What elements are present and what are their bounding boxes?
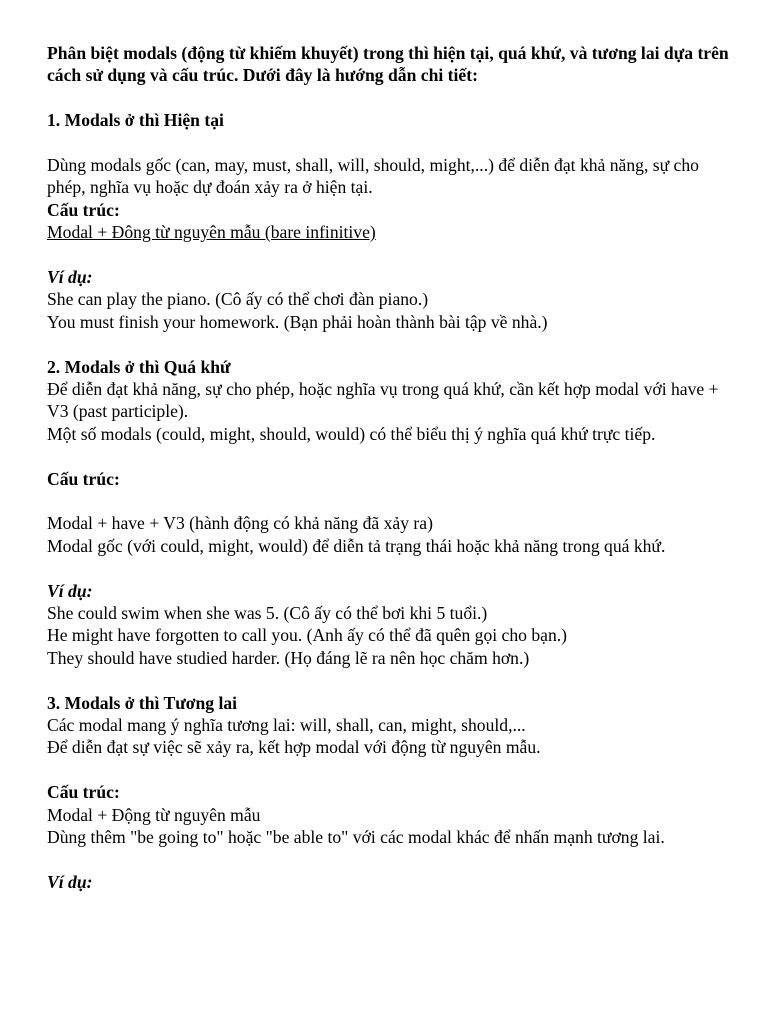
section-2-structure-2: Modal gốc (với could, might, would) để diễn tả trạng thái hoặc khả năng trong quá khứ. [47, 535, 666, 556]
section-1-example-1: She can play the piano. (Cô ấy có thể chơi đàn piano.) [47, 289, 429, 310]
section-2-structure-1: Modal + have + V3 (hành động có khả năng đã xảy ra) [47, 513, 433, 534]
section-3-structure-2: Dùng thêm "be going to" hoặc "be able to" với các modal khác để nhấn mạnh tương lai. [47, 827, 665, 848]
section-3-description-2: Để diễn đạt sự việc sẽ xảy ra, kết hợp modal với động từ nguyên mẫu. [47, 737, 541, 758]
section-1-structure: Modal + Đông từ nguyên mẫu (bare infinitive) [47, 222, 376, 243]
spacer [47, 669, 737, 691]
section-2-heading: 2. Modals ở thì Quá khứ [47, 356, 231, 377]
section-1-example-label: Ví dụ: [47, 267, 93, 288]
section-2-structure-label: Cấu trúc: [47, 468, 120, 489]
spacer [47, 848, 737, 870]
section-2-example-3: They should have studied harder. (Họ đáng lẽ ra nên học chăm hơn.) [47, 647, 530, 668]
section-3-example-label: Ví dụ: [47, 871, 93, 892]
section-3-description-1: Các modal mang ý nghĩa tương lai: will, shall, can, might, should,... [47, 715, 526, 736]
spacer [47, 87, 737, 109]
section-2-example-1: She could swim when she was 5. (Cô ấy có thể bơi khi 5 tuổi.) [47, 603, 488, 624]
section-2-example-label: Ví dụ: [47, 580, 93, 601]
section-2-description-2: Một số modals (could, might, should, would) có thể biểu thị ý nghĩa quá khứ trực tiếp. [47, 423, 656, 444]
section-1-heading: 1. Modals ở thì Hiện tại [47, 110, 224, 131]
intro-paragraph: Phân biệt modals (động từ khiếm khuyết) trong thì hiện tại, quá khứ, và tương lai dựa trên cách sử dụng và cấu trúc. Dưới đây là hướng dẫn chi tiết: [47, 43, 729, 86]
spacer [47, 759, 737, 781]
spacer [47, 244, 737, 266]
section-1-example-2: You must finish your homework. (Bạn phải hoàn thành bài tập về nhà.) [47, 311, 548, 332]
section-2-description-1: Để diễn đạt khả năng, sự cho phép, hoặc nghĩa vụ trong quá khứ, cần kết hợp modal với have + V3 (past participle). [47, 379, 719, 422]
spacer [47, 445, 737, 467]
section-3-structure-1: Modal + Động từ nguyên mẫu [47, 804, 261, 825]
section-1-structure-label: Cấu trúc: [47, 199, 120, 220]
section-3-structure-label: Cấu trúc: [47, 782, 120, 803]
document-body [47, 42, 737, 893]
section-1-description: Dùng modals gốc (can, may, must, shall, will, should, might,...) để diễn đạt khả năng, sự cho phép, nghĩa vụ hoặc dự đoán xảy ra ở hiện tại. [47, 155, 699, 198]
spacer [47, 333, 737, 355]
spacer [47, 490, 737, 512]
section-3-heading: 3. Modals ở thì Tương lai [47, 692, 238, 713]
section-2-example-2: He might have forgotten to call you. (Anh ấy có thể đã quên gọi cho bạn.) [47, 625, 568, 646]
spacer [47, 557, 737, 579]
spacer [47, 132, 737, 154]
